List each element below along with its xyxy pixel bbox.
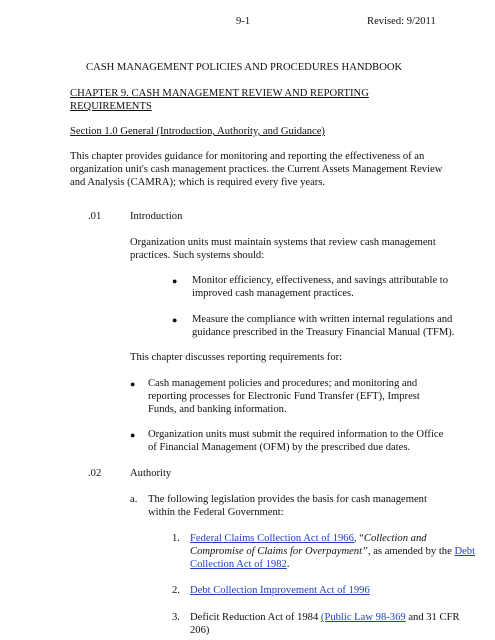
list-item-1-italic: Collection and xyxy=(363,533,427,544)
list-item-1-line-1 xyxy=(190,533,427,546)
s01-report-bullet-2-line-1: Organization units must submit the required information to the Office xyxy=(148,429,444,440)
list-item-1-number: 1. xyxy=(172,533,180,544)
section-heading: Section 1.0 General (Introduction, Authority, and Guidance) xyxy=(70,126,325,137)
list-item-2-line xyxy=(190,585,370,598)
handbook-title: CASH MANAGEMENT POLICIES AND PROCEDURES HANDBOOK xyxy=(86,62,403,73)
s01-report-bullet-1-line-2: reporting processes for Electronic Fund Transfer (EFT), Imprest xyxy=(148,391,420,402)
intro-line-1: This chapter provides guidance for monitoring and reporting the effectiveness of an xyxy=(70,151,425,162)
list-item-3-line-2: 206) xyxy=(190,625,210,636)
bullet-icon: ● xyxy=(172,315,178,325)
section-01-number: .01 xyxy=(88,211,102,222)
list-item-3-line-1 xyxy=(190,612,460,625)
item-a-line-1: The following legislation provides the basis for cash management xyxy=(148,494,427,505)
list-item-1-text: , as amended by the xyxy=(367,546,455,557)
federal-claims-act-link[interactable]: Federal Claims Collection Act of 1966 xyxy=(190,533,354,544)
public-law-98-369-link[interactable]: (Public Law 98-369 xyxy=(320,612,406,623)
list-item-1-text: . xyxy=(286,559,290,570)
chapter-title-line-2: REQUIREMENTS xyxy=(70,101,152,112)
s01-bullet-1-line-1: Monitor efficiency, effectiveness, and savings attributable to xyxy=(192,275,449,286)
s01-bullet-2-line-1: Measure the compliance with written internal regulations and xyxy=(192,314,453,325)
intro-line-2: organization unit's cash management practices. the Current Assets Management Review xyxy=(70,164,443,175)
debt-collection-act-1982-link[interactable]: Debt xyxy=(454,546,476,557)
s01-report-bullet-2-line-2: of Financial Management (OFM) by the prescribed due dates. xyxy=(148,442,411,453)
list-item-1-line-3 xyxy=(190,559,289,572)
section-02-title: Authority xyxy=(130,468,172,479)
chapter-title-line-1: CHAPTER 9. CASH MANAGEMENT REVIEW AND REPORTING xyxy=(70,88,369,99)
revision-date: Revised: 9/2011 xyxy=(367,16,436,27)
s01-report-bullet-1-line-1: Cash management policies and procedures; and monitoring and xyxy=(148,378,418,389)
section-02-number: .02 xyxy=(88,468,102,479)
page-number: 9-1 xyxy=(236,16,251,27)
list-item-3-number: 3. xyxy=(172,612,180,623)
s01-report-bullet-1-line-3: Funds, and banking information. xyxy=(148,404,287,415)
debt-collection-act-1982-link[interactable]: Collection Act of 1982 xyxy=(190,559,287,570)
s01-para-line-2: practices. Such systems should: xyxy=(130,250,265,261)
bullet-icon: ● xyxy=(130,379,136,389)
item-a-label: a. xyxy=(130,494,138,505)
list-item-3-text: and 31 CFR xyxy=(405,612,460,623)
list-item-1-text: , “ xyxy=(353,533,364,544)
s01-bullet-1-line-2: improved cash management practices. xyxy=(192,288,354,299)
list-item-2-number: 2. xyxy=(172,585,180,596)
section-01-title: Introduction xyxy=(130,211,183,222)
s01-bullet-2-line-2: guidance prescribed in the Treasury Financial Manual (TFM). xyxy=(192,327,455,338)
intro-line-3: and Analysis (CAMRA); which is required every five years. xyxy=(70,177,326,188)
item-a-line-2: within the Federal Government: xyxy=(148,507,284,518)
s01-para-line-1: Organization units must maintain systems that review cash management xyxy=(130,237,436,248)
list-item-3-text: Deficit Reduction Act of 1984 xyxy=(190,612,321,623)
bullet-icon: ● xyxy=(172,276,178,286)
list-item-1-line-2 xyxy=(190,546,475,559)
debt-collection-improvement-act-link[interactable]: Debt Collection Improvement Act of 1996 xyxy=(190,585,370,596)
list-item-1-italic: Compromise of Claims for Overpayment” xyxy=(190,546,368,557)
reporting-intro: This chapter discusses reporting requirements for: xyxy=(130,352,343,363)
bullet-icon: ● xyxy=(130,430,136,440)
